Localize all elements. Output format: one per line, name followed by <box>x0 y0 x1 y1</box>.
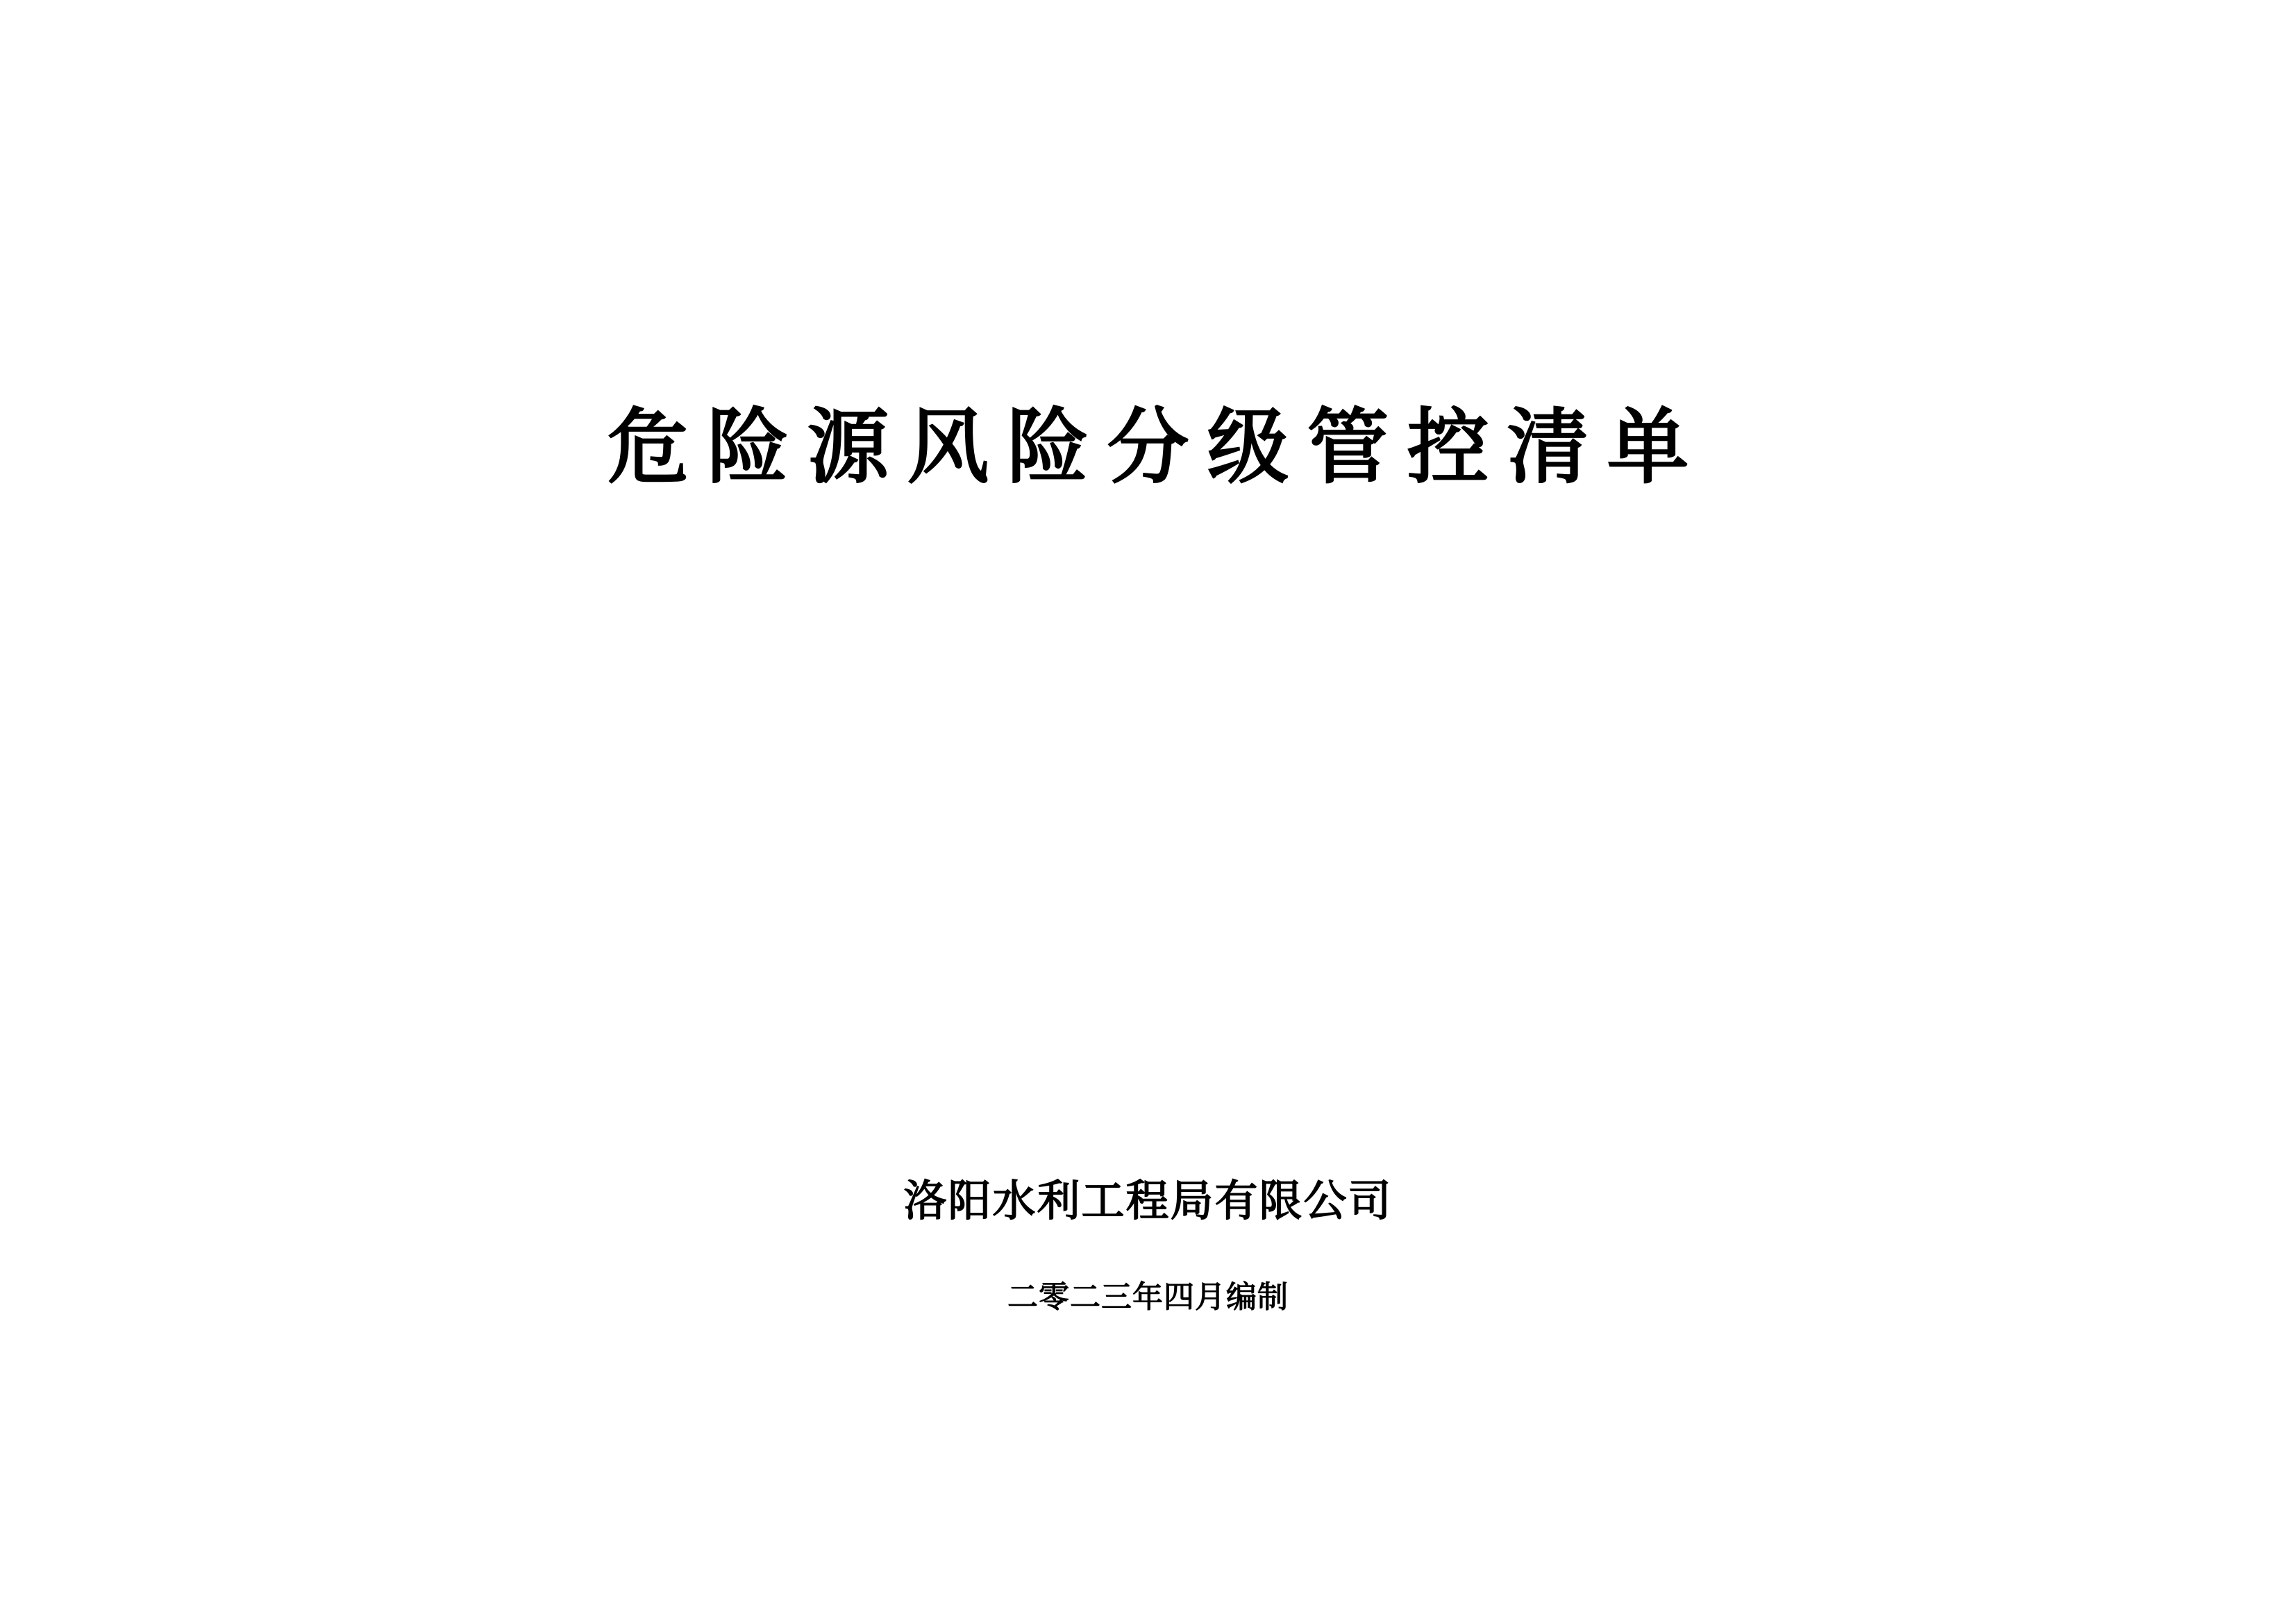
compiled-date: 二零二三年四月编制 <box>1007 1279 1289 1315</box>
page-title: 危险源风险分级管控清单 <box>607 398 1707 495</box>
organization-name: 洛阳水利工程局有限公司 <box>903 1175 1393 1226</box>
